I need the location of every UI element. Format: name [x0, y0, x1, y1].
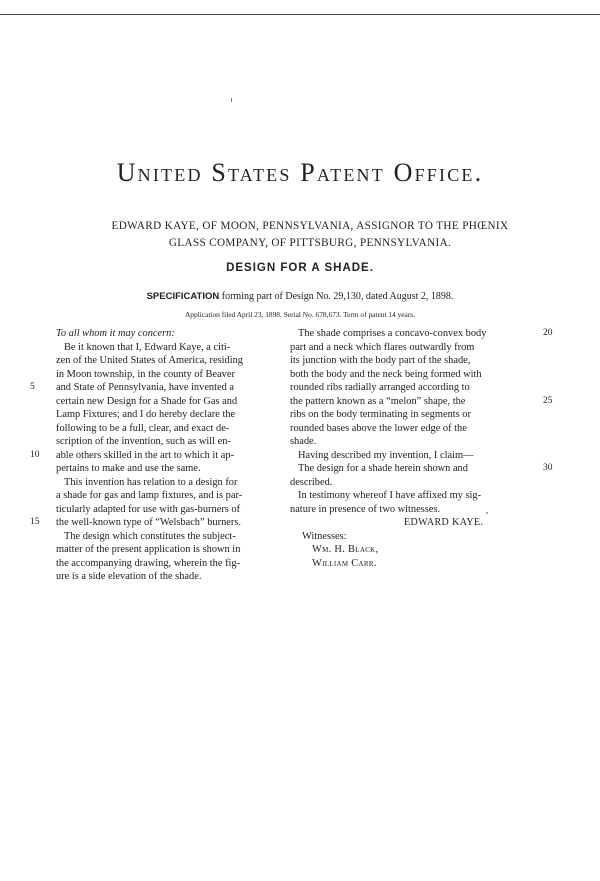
line-text: described. [290, 476, 333, 488]
text-line [56, 503, 304, 517]
left-text-column [30, 327, 304, 584]
signer-name: EDWARD KAYE. [404, 517, 484, 528]
specification-line [0, 291, 600, 302]
text-line [56, 327, 304, 341]
line-number: 30 [543, 463, 553, 473]
line-text: This invention has relation to a design for [64, 476, 238, 488]
witnesses-label: Witnesses: [302, 530, 347, 542]
text-line [56, 543, 304, 557]
line-text: certain new Design for a Shade for Gas and [56, 395, 238, 407]
text-line [56, 476, 304, 490]
line-number: 10 [30, 449, 40, 460]
line-text: rounded ribs radially arranged according to [290, 382, 470, 393]
line-text: shade. [290, 436, 317, 447]
line-text: a shade for gas and lamp fixtures, and is par- [56, 490, 243, 501]
text-line [56, 489, 304, 503]
text-line [290, 476, 538, 490]
text-line [56, 462, 304, 476]
line-text: The shade comprises a concavo-convex body [298, 328, 487, 339]
line-text: part and a neck which flares outwardly from [290, 341, 475, 353]
line-text: In testimony whereof I have affixed my sig- [298, 490, 482, 501]
text-line [56, 530, 304, 544]
line-text: the accompanying drawing, wherein the fig- [56, 557, 241, 569]
line-text: rounded bases above the lower edge of the [290, 422, 467, 434]
witness-name: Wm. H. Black, [312, 544, 379, 555]
text-line [290, 341, 538, 355]
line-text: the pattern known as a “melon” shape, the [290, 395, 466, 407]
line-text: Having described my invention, I claim— [298, 449, 474, 461]
line-number: 5 [30, 382, 35, 392]
inventor-line-2: GLASS COMPANY, OF PITTSBURG, PENNSYLVANIA. [168, 237, 452, 249]
text-line [30, 516, 304, 530]
office-heading: United States Patent Office. [116, 158, 484, 187]
line-text: scription of the invention, such as will en- [56, 436, 231, 447]
line-text: The design which constitutes the subject- [64, 530, 236, 542]
witness-name: William Carr. [312, 557, 377, 569]
line-text: in Moon township, in the county of Beaver [56, 368, 235, 380]
line-text: The design for a shade herein shown and [298, 463, 468, 474]
design-title: DESIGN FOR A SHADE. [226, 262, 374, 274]
line-text: ribs on the body terminating in segments or [290, 409, 471, 420]
line-text: To all whom it may concern: [56, 328, 175, 339]
line-text: ticularly adapted for use with gas-burners of [56, 503, 241, 515]
line-text: and State of Pennsylvania, have invented a [56, 382, 235, 393]
text-line [290, 381, 538, 395]
line-text: able others skilled in the art to which it ap- [56, 449, 235, 461]
text-line [290, 449, 538, 463]
text-line [56, 368, 304, 382]
line-text: Lamp Fixtures; and I do hereby declare the [56, 409, 236, 420]
application-line: Application filed April 23, 1898. Serial No. 678,673. Term of patent 14 years. [184, 310, 416, 319]
text-line [290, 489, 538, 503]
text-line [56, 408, 304, 422]
text-line [56, 395, 304, 409]
text-line [56, 422, 304, 436]
text-line [290, 408, 538, 422]
line-text: the well-known type of “Welsbach” burners. [56, 517, 241, 528]
text-line [30, 449, 304, 463]
line-text: both the body and the neck being formed with [290, 368, 482, 380]
text-line [290, 368, 538, 382]
inventor-line-1: EDWARD KAYE, OF MOON, PENNSYLVANIA, ASSIGNOR TO THE PHŒNIX [111, 220, 509, 232]
line-number: 20 [543, 328, 553, 338]
text-line [56, 354, 304, 368]
text-line [290, 354, 538, 368]
text-line [290, 462, 553, 476]
line-text: Be it known that I, Edward Kaye, a citi- [64, 341, 231, 353]
text-line [290, 327, 553, 341]
text-line [56, 570, 304, 584]
scan-dot [486, 512, 488, 514]
text-line [290, 395, 553, 409]
line-number: 15 [30, 517, 40, 527]
spec-details: forming part of Design No. 29,130, dated August 2, 1898. [219, 291, 454, 302]
text-line [56, 435, 304, 449]
top-rule [0, 14, 600, 15]
right-text-column [290, 327, 553, 570]
text-line [290, 435, 538, 449]
line-text: nature in presence of two witnesses. [290, 503, 441, 515]
line-number: 25 [543, 395, 553, 406]
right-body-text [290, 327, 553, 516]
line-text: following to be a full, clear, and exact de- [56, 422, 230, 434]
line-text: zen of the United States of America, residing [56, 355, 243, 366]
text-line [290, 503, 538, 517]
line-text: matter of the present application is shown in [56, 544, 241, 555]
text-line [30, 381, 304, 395]
line-text: its junction with the body part of the shade, [290, 355, 471, 366]
spec-label: SPECIFICATION [146, 291, 220, 302]
text-line [56, 557, 304, 571]
line-text: ure is a side elevation of the shade. [56, 571, 202, 582]
text-line [290, 422, 538, 436]
text-line [56, 341, 304, 355]
scan-mark [231, 98, 232, 102]
line-text: pertains to make and use the same. [56, 463, 201, 474]
inventor-assignor [40, 218, 580, 252]
